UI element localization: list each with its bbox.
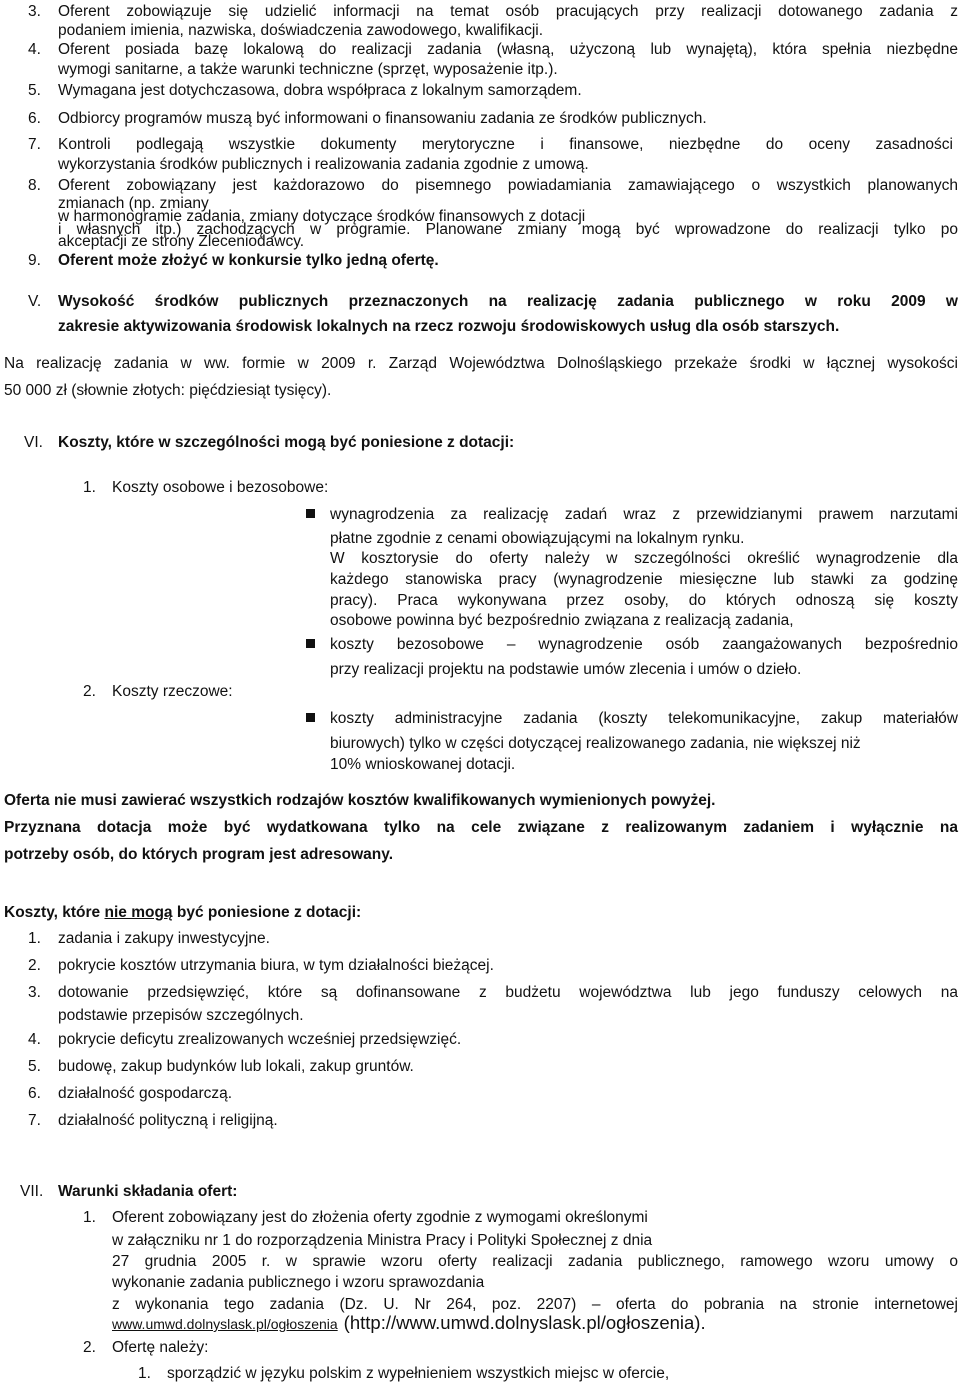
paragraph-line: Oferent może złożyć w konkursie tylko jedną ofertę. [58,252,439,269]
list-number: 2. [83,683,96,700]
list-number: 5. [28,82,41,99]
paragraph-line: płatne zgodnie z cenami obowiązującymi na lokalnym rynku. [330,530,745,547]
paragraph-line: osobowe powinna być bezpośrednio związana z realizacją zadania, [330,612,794,629]
cost-category: Koszty rzeczowe: [112,683,233,700]
section-number: VI. [24,434,43,451]
paragraph-line: pracy). Praca wykonywana przez osoby, do których odnoszą się koszty [330,592,958,609]
paragraph-line: przy realizacji projektu na podstawie umów zlecenia i umów o dzieło. [330,661,802,678]
link-line [112,1313,706,1334]
bullet-icon [306,713,315,722]
paragraph-line: Ofertę należy: [112,1339,209,1356]
list-item: podstawie przepisów szczególnych. [58,1007,304,1024]
paragraph-line: w załączniku nr 1 do rozporządzenia Ministra Pracy i Polityki Społecznej z dnia [112,1232,653,1249]
website-link[interactable]: www.umwd.dolnyslask.pl/ogłoszenia [112,1316,338,1332]
paragraph-line: Wymagana jest dotychczasowa, dobra współpraca z lokalnym samorządem. [58,82,582,99]
paragraph-line: Oferent zobowiązany jest każdorazowo do pisemnego powiadamiania zamawiającego o wszystkich planowanych [58,177,958,194]
paragraph-line: zmianach (np. zmiany [58,195,209,212]
note-line: Oferta nie musi zawierać wszystkich rodzajów kosztów kwalifikowanych wymienionych powyżej. [4,792,716,809]
list-number: 2. [28,957,41,974]
list-number: 1. [83,1209,96,1226]
list-item: pokrycie deficytu zrealizowanych wcześniej przedsięwzięć. [58,1031,462,1048]
section-heading: Koszty, które w szczególności mogą być poniesione z dotacji: [58,434,515,451]
paragraph-line: W kosztorysie do oferty należy w szczególności określić wynagrodzenie dla [330,550,958,567]
paragraph-line: koszty administracyjne zadania (koszty telekomunikacyjne, zakup materiałów [330,710,958,727]
paragraph-line: podaniem imienia, nazwiska, doświadczenia zawodowego, kwalifikacji. [58,22,544,39]
paragraph-line: Odbiorcy programów muszą być informowani o finansowaniu zadania ze środków publicznych. [58,110,707,127]
list-number: 1. [83,479,96,496]
list-number: 2. [83,1339,96,1356]
list-item: zadania i zakupy inwestycyjne. [58,930,270,947]
list-item: budowę, zakup budynków lub lokali, zakup gruntów. [58,1058,414,1075]
paragraph-line: 27 grudnia 2005 r. w sprawie wzoru oferty realizacji zadania publicznego, ramowego wzoru umowy o [112,1253,958,1270]
section-heading: Warunki składania ofert: [58,1183,238,1200]
paragraph-line: i własnych itp.) zachodzących w programie. Planowane zmiany mogą być wprowadzone do realizacji tylko po [58,221,958,238]
note-line: potrzeby osób, do których program jest adresowany. [4,846,394,863]
list-number: 5. [28,1058,41,1075]
note-line: Przyznana dotacja może być wydatkowana tylko na cele związane z realizowanym zadaniem i wyłącznie na [4,819,958,836]
list-item: działalność polityczną i religijną. [58,1112,278,1129]
list-number: 1. [138,1365,151,1382]
list-number: 3. [28,3,41,20]
list-number: 9. [28,252,41,269]
list-item: pokrycie kosztów utrzymania biura, w tym działalności bieżącej. [58,957,494,974]
bullet-icon [306,639,315,648]
list-number: 6. [28,110,41,127]
paragraph-line: akceptacji ze strony Zleceniodawcy. [58,233,305,250]
list-number: 7. [28,136,41,153]
cost-category: Koszty osobowe i bezosobowe: [112,479,329,496]
list-number: 7. [28,1112,41,1129]
list-number: 4. [28,1031,41,1048]
paragraph-line: w harmonogramie zadania, zmiany dotyczące środków finansowych z dotacji [58,208,586,225]
paragraph-line: wykorzystania środków publicznych i realizowania zadania zgodnie z umową. [58,156,589,173]
paragraph-line: wynagrodzenia za realizację zadań wraz z przewidzianymi prawem narzutami [330,506,958,523]
list-number: 6. [28,1085,41,1102]
section-number: VII. [20,1183,44,1200]
section-heading: zakresie aktywizowania środowisk lokalnych na rzecz rozwoju środowiskowych usług dla osób starszych. [58,318,840,335]
paragraph-line: biurowych) tylko w części dotyczącej realizowanego zadania, nie większej niż [330,735,861,752]
list-number: 8. [28,177,41,194]
website-link-text: (http://www.umwd.dolnyslask.pl/ogłoszenia). [343,1312,706,1333]
paragraph-line: z wykonania tego zadania (Dz. U. Nr 264, poz. 2207) – oferta do pobrania na stronie internetowej [112,1296,958,1313]
paragraph-line: 10% wnioskowanej dotacji. [330,756,516,773]
list-number: 1. [28,930,41,947]
paragraph-line: koszty bezosobowe – wynagrodzenie osób zaangażowanych bezpośrednio [330,636,958,653]
paragraph-line: Na realizację zadania w ww. formie w 2009 r. Zarząd Województwa Dolnośląskiego przekaże środki w łącznej wysokości [4,355,958,372]
paragraph-line: wykonanie zadania publicznego i wzoru sprawozdania [112,1274,485,1291]
list-number: 4. [28,41,41,58]
paragraph-line: wymogi sanitarne, a także warunki techniczne (sprzęt, wyposażenie itp.). [58,61,558,78]
paragraph-line: 50 000 zł (słownie złotych: pięćdziesiąt tysięcy). [4,382,332,399]
not-allowed-heading: Koszty, które nie mogą być poniesione z dotacji: [4,904,362,921]
list-item: dotowanie przedsięwzięć, które są dofinansowane z budżetu województwa lub jego funduszy celowych na [58,984,958,1001]
paragraph-line: Oferent zobowiązany jest do złożenia oferty zgodnie z wymogami określonymi [112,1209,648,1226]
paragraph-line: Oferent posiada bazę lokalową do realizacji zadania (własną, użyczoną lub wynajętą), która spełnia niezbędne [58,41,958,58]
paragraph-line: sporządzić w języku polskim z wypełnieniem wszystkich miejsc w ofercie, [167,1365,670,1382]
paragraph-line: Oferent zobowiązuje się udzielić informacji na temat osób pracujących przy realizacji dotowanego zadania z [58,3,958,20]
paragraph-line: każdego stanowiska pracy (wynagrodzenie miesięczne lub stawki za godzinę [330,571,958,588]
paragraph-line: Kontroli podlegają wszystkie dokumenty merytoryczne i finansowe, niezbędne do oceny zasadności [58,136,953,153]
bullet-icon [306,509,315,518]
section-number: V. [28,293,42,310]
section-heading: Wysokość środków publicznych przeznaczonych na realizację zadania publicznego w roku 2009 w [58,293,958,310]
list-item: działalność gospodarczą. [58,1085,233,1102]
list-number: 3. [28,984,41,1001]
